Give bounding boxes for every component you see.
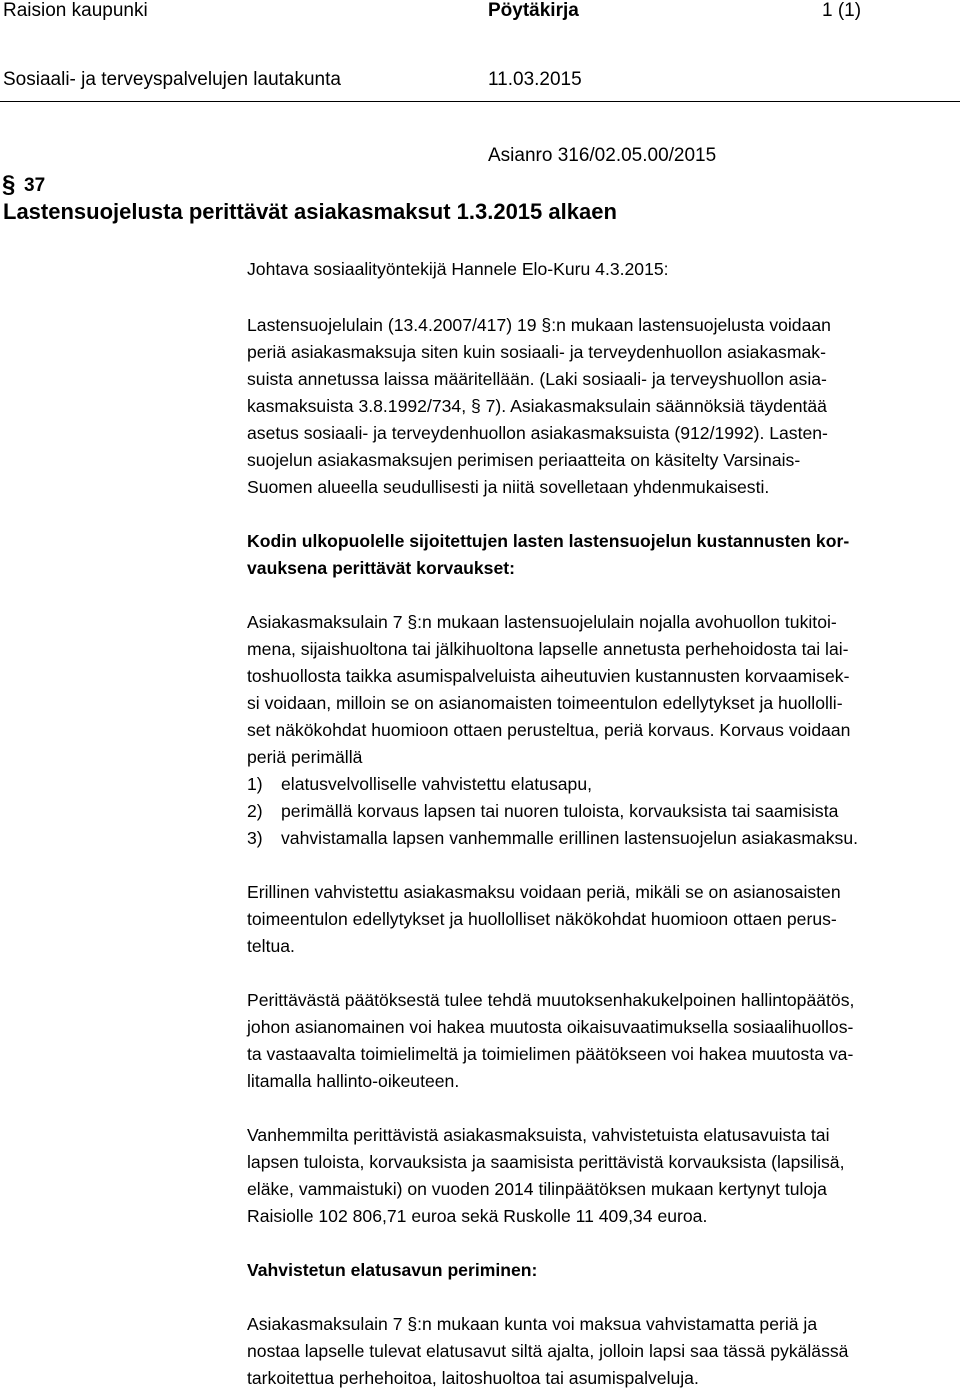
text-line: si voidaan, milloin se on asianomaisten toimeentulon edellytykset ja huollolli-: [247, 693, 843, 713]
text-line: Suomen alueella seudullisesti ja niitä sovelletaan yhdenmukaisesti.: [247, 477, 770, 497]
text-line: eläke, vammaistuki) on vuoden 2014 tilinpäätöksen mukaan kertynyt tuloja: [247, 1179, 827, 1199]
heading-maintenance-support: [247, 1257, 957, 1284]
text-line: asetus sosiaali- ja terveydenhuollon asiakasmaksuista (912/1992). Lasten-: [247, 423, 828, 443]
text-line: toshuollosta taikka asumispalveluista aiheutuvien kustannusten korvaamisek-: [247, 666, 850, 686]
text-line: Asiakasmaksulain 7 §:n mukaan kunta voi maksua vahvistamatta periä ja: [247, 1314, 818, 1334]
document-type: Pöytäkirja: [488, 0, 579, 21]
section-title: Lastensuojelusta perittävät asiakasmaksut 1.3.2015 alkaen: [3, 199, 617, 224]
board-name: Sosiaali- ja terveyspalvelujen lautakunta: [3, 69, 341, 90]
text-line: litamalla hallinto-oikeuteen.: [247, 1071, 460, 1091]
paragraph-revenue: [247, 1122, 957, 1230]
list-item: 1) elatusvelvolliselle vahvistettu elatusapu,: [247, 774, 593, 794]
text-line: periä asiakasmaksuja siten kuin sosiaali- ja terveydenhuollon asiakasmak-: [247, 342, 826, 362]
paragraph-fee-rules: [247, 609, 957, 771]
paragraph-appeal: [247, 987, 957, 1095]
header-divider: [0, 101, 960, 102]
text-line: tarkoitettua perhehoitoa, laitoshuoltoa tai asumispalveluja.: [247, 1368, 699, 1388]
organization-name: Raision kaupunki: [3, 0, 148, 21]
text-line: toimeentulon edellytykset ja huollolliset näkökohdat huomioon ottaen perus-: [247, 909, 837, 929]
list-item: 2) perimällä korvaus lapsen tai nuoren tuloista, korvauksista tai saamisista: [247, 801, 839, 821]
meeting-date: 11.03.2015: [488, 69, 582, 90]
paragraph-separate-fee: [247, 879, 957, 960]
text-line: johon asianomainen voi hakea muutosta oikaisuvaatimuksella sosiaalihuollos-: [247, 1017, 854, 1037]
text-line: teltua.: [247, 936, 295, 956]
text-line: kasmaksuista 3.8.1992/734, § 7). Asiakasmaksulain säännöksiä täydentää: [247, 396, 827, 416]
heading-line: Vahvistetun elatusavun periminen:: [247, 1260, 538, 1280]
collection-methods-list: [247, 771, 957, 852]
text-line: Erillinen vahvistettu asiakasmaksu voidaan periä, mikäli se on asianosaisten: [247, 882, 841, 902]
text-line: Perittävästä päätöksestä tulee tehdä muutoksenhakukelpoinen hallintopäätös,: [247, 990, 855, 1010]
document-body: [247, 312, 957, 1392]
text-line: nostaa lapselle tulevat elatusavut siltä ajalta, jolloin lapsi saa tässä pykälässä: [247, 1341, 849, 1361]
case-number: Asianro 316/02.05.00/2015: [488, 145, 717, 166]
paragraph-municipal-collection: [247, 1311, 957, 1392]
text-line: ta vastaavalta toimielimeltä ja toimielimen päätökseen voi hakea muutosta va-: [247, 1044, 854, 1064]
heading-line: vauksena perittävät korvaukset:: [247, 558, 515, 578]
page-number: 1 (1): [822, 0, 862, 21]
section-sign: §: [2, 171, 16, 198]
text-line: periä perimällä: [247, 747, 363, 767]
text-line: lapsen tuloista, korvauksista ja saamisista perittävistä korvauksista (lapsilisä,: [247, 1152, 845, 1172]
paragraph-legal-basis: [247, 312, 957, 501]
text-line: Raisiolle 102 806,71 euroa sekä Ruskolle 11 409,34 euroa.: [247, 1206, 708, 1226]
text-line: Asiakasmaksulain 7 §:n mukaan lastensuojelulain nojalla avohuollon tukitoi-: [247, 612, 837, 632]
text-line: mena, sijaishuoltona tai jälkihuoltona lapselle annetusta perhehoidosta tai lai-: [247, 639, 849, 659]
text-line: Vanhemmilta perittävistä asiakasmaksuista, vahvistetuista elatusavuista tai: [247, 1125, 830, 1145]
text-line: set näkökohdat huomioon ottaen perusteltua, periä korvaus. Korvaus voidaan: [247, 720, 851, 740]
heading-line: Kodin ulkopuolelle sijoitettujen lasten lastensuojelun kustannusten kor-: [247, 531, 850, 551]
preparer-line: Johtava sosiaalityöntekijä Hannele Elo-Kuru 4.3.2015:: [247, 259, 669, 279]
text-line: suojelun asiakasmaksujen perimisen periaatteita on käsitelty Varsinais-: [247, 450, 801, 470]
heading-placement-costs: [247, 528, 957, 582]
list-item: 3) vahvistamalla lapsen vanhemmalle erillinen lastensuojelun asiakasmaksu.: [247, 828, 858, 848]
text-line: suista annetussa laissa määritellään. (Laki sosiaali- ja terveyshuollon asia-: [247, 369, 827, 389]
text-line: Lastensuojelulain (13.4.2007/417) 19 §:n mukaan lastensuojelusta voidaan: [247, 315, 831, 335]
section-number: 37: [24, 175, 46, 196]
